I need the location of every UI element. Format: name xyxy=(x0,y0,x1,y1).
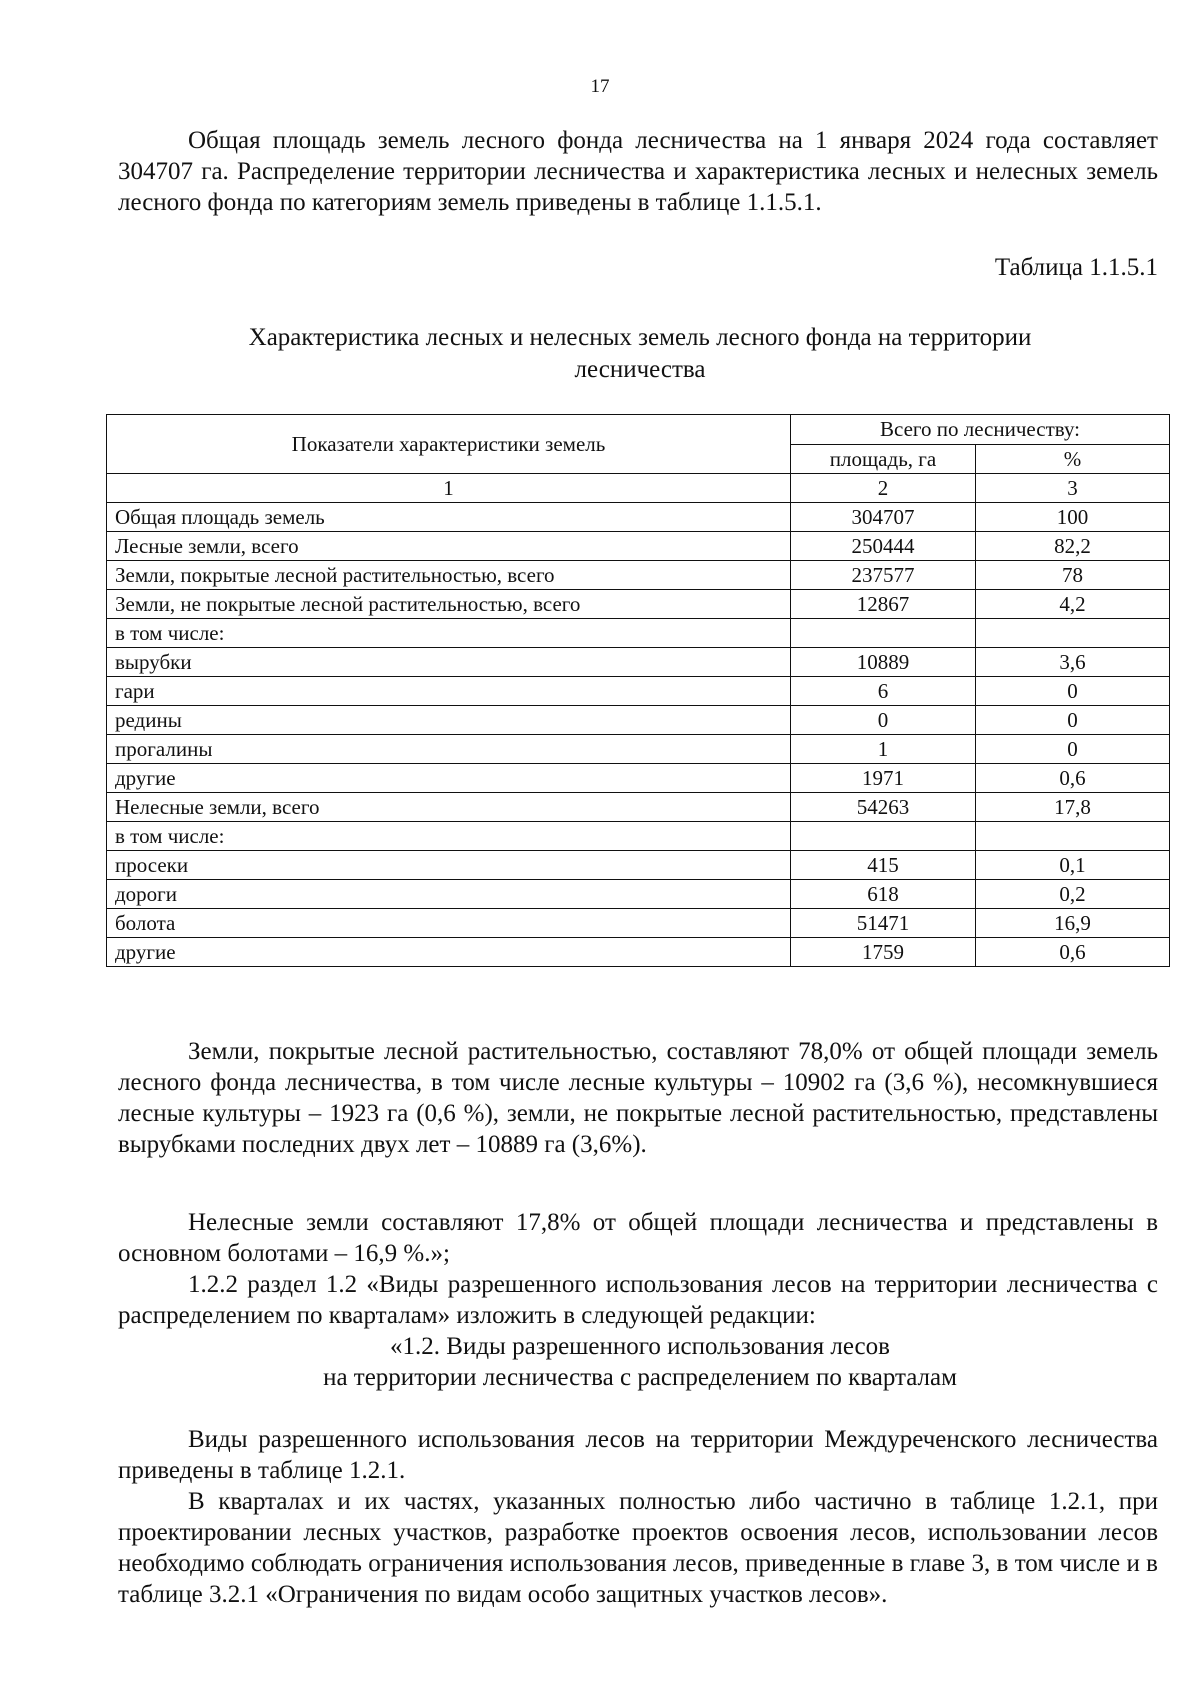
row-area-value: 618 xyxy=(791,880,976,909)
row-percent-value: 16,9 xyxy=(976,909,1170,938)
row-percent-value: 4,2 xyxy=(976,590,1170,619)
row-percent-value xyxy=(976,822,1170,851)
table-row xyxy=(107,677,1170,706)
header-total: Всего по лесничеству: xyxy=(791,415,1170,445)
row-percent-value: 3,6 xyxy=(976,648,1170,677)
paragraph-permitted-uses: Виды разрешенного использования лесов на территории Междуреченского лесничества приведены в таблице 1.2.1. xyxy=(118,1426,1158,1484)
table-row xyxy=(107,706,1170,735)
row-area-value: 6 xyxy=(791,677,976,706)
table-row xyxy=(107,851,1170,880)
row-label: Земли, покрытые лесной растительностью, всего xyxy=(107,561,791,590)
table-row xyxy=(107,764,1170,793)
row-percent-value: 82,2 xyxy=(976,532,1170,561)
table-row xyxy=(107,619,1170,648)
row-percent-value: 0 xyxy=(976,677,1170,706)
section-heading-line2: на территории лесничества с распределением по кварталам xyxy=(323,1364,957,1391)
table-row xyxy=(107,590,1170,619)
paragraph-nonforest-lands: Нелесные земли составляют 17,8% от общей площади лесничества и представлены в основном болотами – 16,9 %.»; xyxy=(118,1209,1158,1267)
paragraph-forest-lands: Земли, покрытые лесной растительностью, составляют 78,0% от общей площади земель лесного фонда лесничества, в том числе лесные культуры – 10902 га (3,6 %), несомкнувшиеся лесные культуры – 1923 га (0,6 %), земли, не покрытые лесной растительностью, представлены вырубками последних двух лет – 10889 га (3,6%). xyxy=(118,1038,1158,1158)
table-row xyxy=(107,880,1170,909)
table-row xyxy=(107,793,1170,822)
intro-paragraph: Общая площадь земель лесного фонда лесничества на 1 января 2024 года составляет 304707 га. Распределение территории лесничества и характеристика лесных и нелесных земель лесного фонда по категориям земель приведены в таблице 1.1.5.1. xyxy=(118,127,1158,216)
row-label: вырубки xyxy=(107,648,791,677)
row-area-value: 12867 xyxy=(791,590,976,619)
row-label: Общая площадь земель xyxy=(107,503,791,532)
row-percent-value: 17,8 xyxy=(976,793,1170,822)
column-number: 1 xyxy=(107,474,791,503)
table-title-line1: Характеристика лесных и нелесных земель лесного фонда на территории xyxy=(248,324,1032,351)
row-percent-value: 0,6 xyxy=(976,938,1170,967)
row-label: просеки xyxy=(107,851,791,880)
row-area-value: 237577 xyxy=(791,561,976,590)
row-area-value: 1 xyxy=(791,735,976,764)
page-number: 17 xyxy=(590,76,610,97)
land-characteristics-table xyxy=(106,414,1170,967)
row-area-value: 1971 xyxy=(791,764,976,793)
column-number: 2 xyxy=(791,474,976,503)
header-percent: % xyxy=(976,444,1170,474)
table-row xyxy=(107,503,1170,532)
row-label: Лесные земли, всего xyxy=(107,532,791,561)
row-area-value: 0 xyxy=(791,706,976,735)
row-area-value: 415 xyxy=(791,851,976,880)
header-area: площадь, га xyxy=(791,444,976,474)
row-area-value xyxy=(791,619,976,648)
table-row xyxy=(107,938,1170,967)
row-percent-value: 78 xyxy=(976,561,1170,590)
row-area-value: 1759 xyxy=(791,938,976,967)
row-percent-value: 0,1 xyxy=(976,851,1170,880)
row-label: в том числе: xyxy=(107,619,791,648)
row-percent-value: 0,2 xyxy=(976,880,1170,909)
row-percent-value: 100 xyxy=(976,503,1170,532)
row-percent-value xyxy=(976,619,1170,648)
row-label: прогалины xyxy=(107,735,791,764)
paragraph-section-amendment: 1.2.2 раздел 1.2 «Виды разрешенного использования лесов на территории лесничества с распределением по кварталам» изложить в следующей редакции: xyxy=(118,1271,1158,1329)
row-label: другие xyxy=(107,764,791,793)
row-label: дороги xyxy=(107,880,791,909)
row-percent-value: 0,6 xyxy=(976,764,1170,793)
table-row xyxy=(107,735,1170,764)
column-number: 3 xyxy=(976,474,1170,503)
table-row xyxy=(107,532,1170,561)
row-area-value: 54263 xyxy=(791,793,976,822)
table-row xyxy=(107,648,1170,677)
row-label: Земли, не покрытые лесной растительностью, всего xyxy=(107,590,791,619)
row-label: редины xyxy=(107,706,791,735)
row-area-value: 304707 xyxy=(791,503,976,532)
paragraph-quarter-restrictions: В кварталах и их частях, указанных полностью либо частично в таблице 1.2.1, при проектировании лесных участков, разработке проектов освоения лесов, использовании лесов необходимо соблюдать ограничения использования лесов, приведенные в главе 3, в том числе и в таблице 3.2.1 «Ограничения по видам особо защитных участков лесов». xyxy=(118,1488,1158,1608)
table-row xyxy=(107,822,1170,851)
table-body xyxy=(107,503,1170,967)
section-heading-line1: «1.2. Виды разрешенного использования лесов xyxy=(390,1333,890,1360)
table-row xyxy=(107,909,1170,938)
row-percent-value: 0 xyxy=(976,706,1170,735)
row-area-value: 250444 xyxy=(791,532,976,561)
row-area-value: 51471 xyxy=(791,909,976,938)
table-label: Таблица 1.1.5.1 xyxy=(994,254,1158,281)
table-title-line2: лесничества xyxy=(574,356,706,383)
row-area-value: 10889 xyxy=(791,648,976,677)
row-label: другие xyxy=(107,938,791,967)
row-area-value xyxy=(791,822,976,851)
header-indicator: Показатели характеристики земель xyxy=(107,415,791,474)
row-percent-value: 0 xyxy=(976,735,1170,764)
row-label: болота xyxy=(107,909,791,938)
row-label: Нелесные земли, всего xyxy=(107,793,791,822)
row-label: в том числе: xyxy=(107,822,791,851)
table-row xyxy=(107,561,1170,590)
row-label: гари xyxy=(107,677,791,706)
